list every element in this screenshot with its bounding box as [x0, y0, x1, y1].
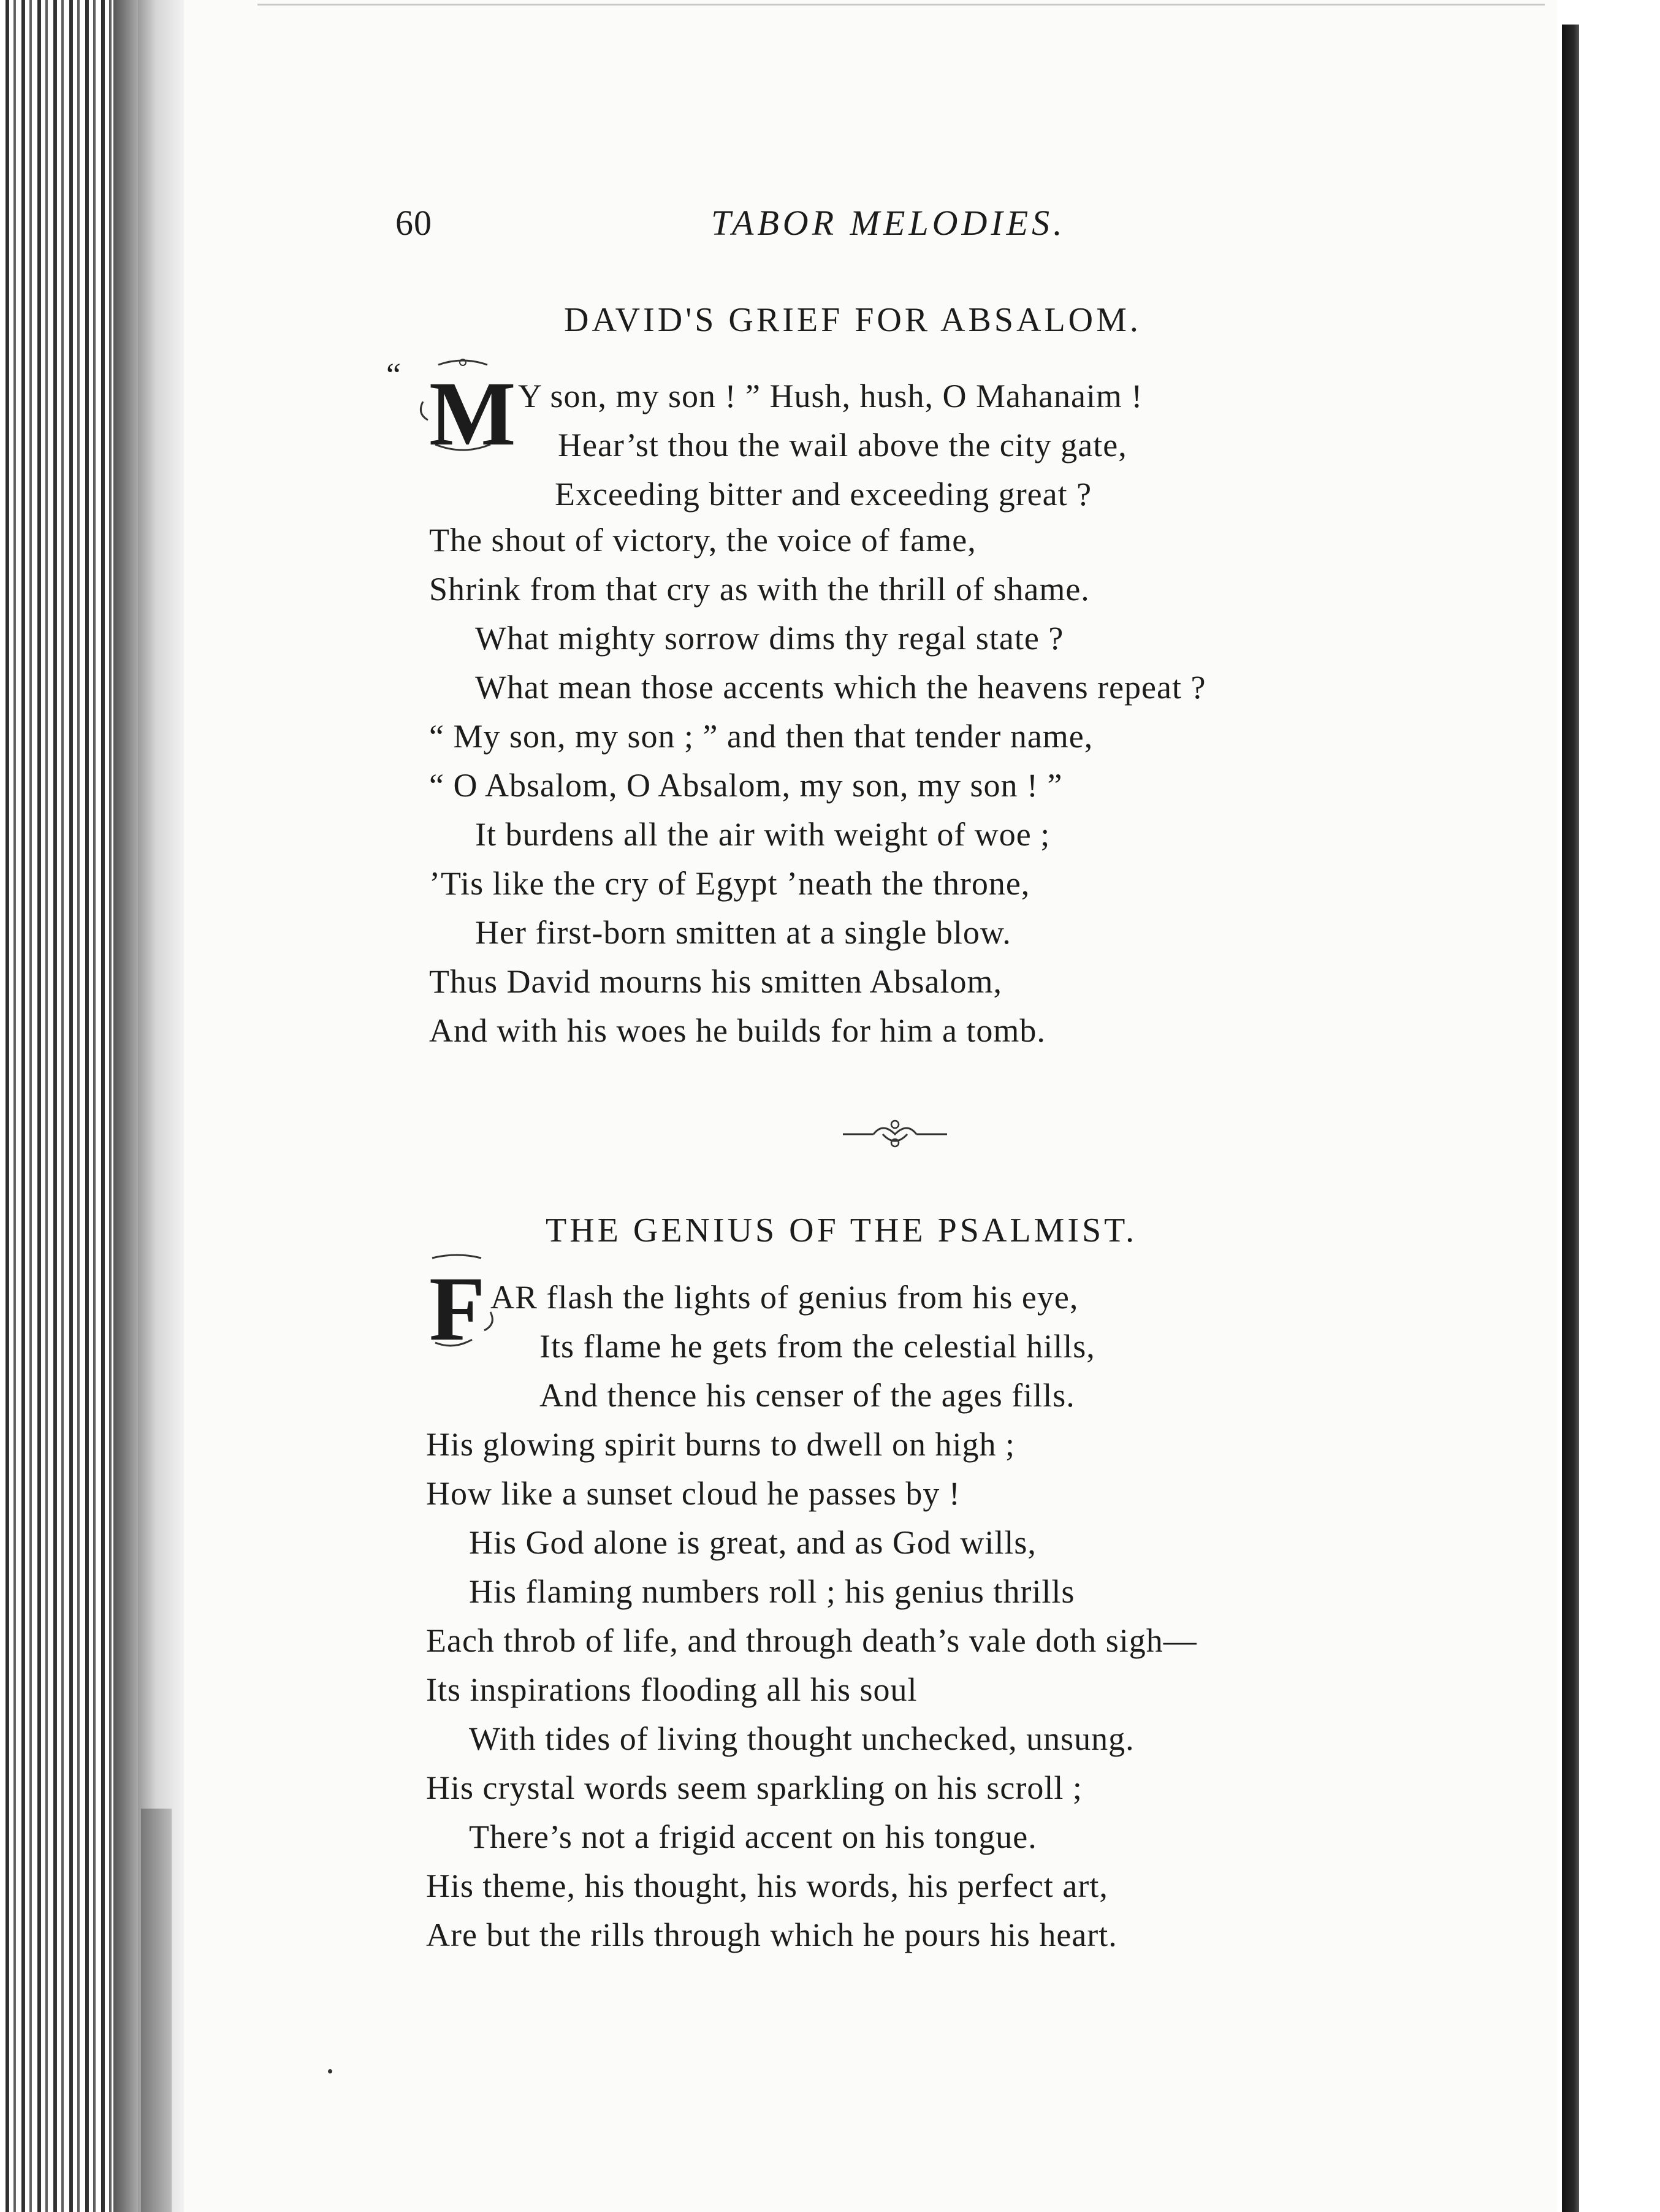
dropcap-open-quote: “ [386, 356, 401, 393]
binding-shadow [113, 0, 138, 2212]
poem-line: How like a sunset cloud he passes by ! [426, 1475, 961, 1512]
poem-line: His God alone is great, and as God wills, [469, 1524, 1037, 1561]
print-speck [328, 2069, 332, 2073]
poem-line: And thence his censer of the ages fills. [539, 1377, 1075, 1414]
dropcap-letter-m: M [429, 363, 516, 465]
top-edge-line [257, 4, 1545, 6]
poem-line: With tides of living thought unchecked, unsung. [469, 1720, 1135, 1757]
poem-line: Thus David mourns his smitten Absalom, [429, 963, 1002, 1000]
poem-line: What mighty sorrow dims thy regal state ? [475, 620, 1064, 657]
facing-page-edge [1562, 25, 1579, 2212]
poem-line: “ O Absalom, O Absalom, my son, my son ! ” [429, 767, 1063, 804]
poem-line: Each throb of life, and through death’s vale doth sigh— [426, 1622, 1197, 1659]
running-head: TABOR MELODIES. [711, 203, 1066, 243]
right-page-edge [1557, 0, 1660, 2212]
poem-line: His theme, his thought, his words, his perfect art, [426, 1867, 1108, 1904]
poem-title-genius-of-the-psalmist: THE GENIUS OF THE PSALMIST. [546, 1211, 1138, 1249]
poem-line: Hear’st thou the wail above the city gate, [558, 427, 1127, 463]
book-page-edges [0, 0, 184, 2212]
poem-line: His crystal words seem sparkling on his scroll ; [426, 1769, 1083, 1806]
poem-line: His flaming numbers roll ; his genius thrills [469, 1573, 1075, 1610]
poem-line: His glowing spirit burns to dwell on high ; [426, 1426, 1015, 1463]
scroll-ornament-icon [840, 1116, 950, 1153]
poem-line: There’s not a frigid accent on his tongue. [469, 1818, 1037, 1855]
dropcap-letter-f: F [429, 1258, 485, 1360]
poem-line: What mean those accents which the heavens repeat ? [475, 669, 1206, 706]
poem-line: Y son, my son ! ” Hush, hush, O Mahanaim ! [518, 378, 1143, 414]
lower-edge-shadow [141, 1809, 172, 2212]
poem-line: Its inspirations flooding all his soul [426, 1671, 918, 1708]
poem-line: And with his woes he builds for him a tomb. [429, 1012, 1046, 1049]
poem-line: Shrink from that cry as with the thrill of shame. [429, 571, 1090, 608]
poem-line: “ My son, my son ; ” and then that tender name, [429, 718, 1094, 755]
poem-line: Its flame he gets from the celestial hills, [539, 1328, 1095, 1365]
poem-line: AR flash the lights of genius from his eye, [490, 1279, 1079, 1316]
poem-line: Are but the rills through which he pours his heart. [426, 1916, 1117, 1953]
poem-line: ’Tis like the cry of Egypt ’neath the throne, [429, 865, 1030, 902]
poem-line: It burdens all the air with weight of woe ; [475, 816, 1051, 853]
poem-title-davids-grief: DAVID'S GRIEF FOR ABSALOM. [564, 301, 1141, 339]
poem-line: Exceeding bitter and exceeding great ? [555, 476, 1092, 513]
page-number: 60 [395, 203, 432, 243]
poem-line: The shout of victory, the voice of fame, [429, 522, 977, 559]
poem-line: Her first-born smitten at a single blow. [475, 914, 1011, 951]
